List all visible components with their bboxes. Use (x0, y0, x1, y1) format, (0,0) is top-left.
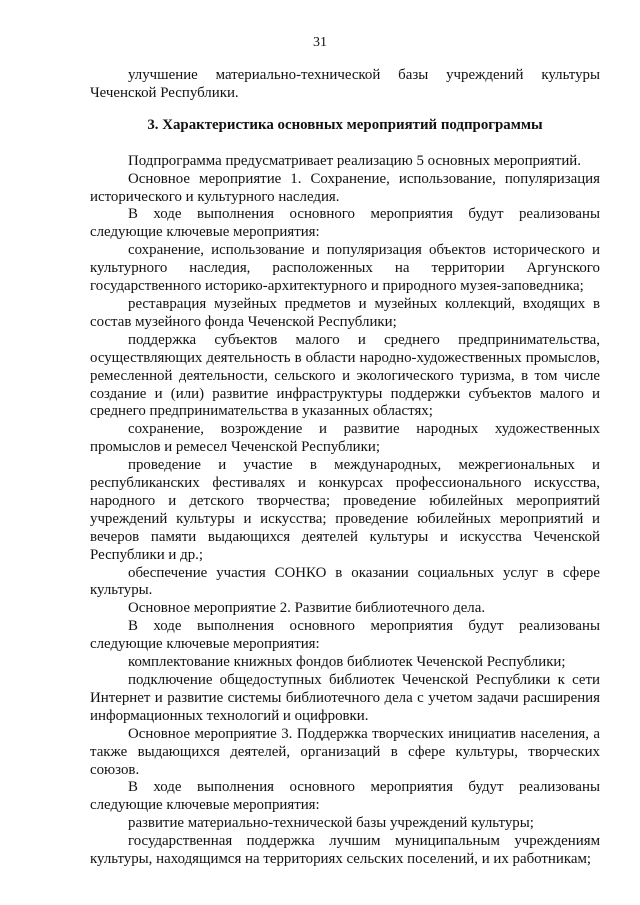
intro-continuation: улучшение материально-технической базы учреждений культуры Чеченской Республики. (90, 67, 600, 101)
paragraph: В ходе выполнения основного мероприятия будут реализованы следующие ключевые мероприятия: (90, 206, 600, 241)
paragraph: Основное мероприятие 1. Сохранение, использование, популяризация исторического и культурного наследия. (90, 170, 600, 205)
paragraph: развитие материально-технической базы учреждений культуры; (128, 815, 534, 832)
section-heading: 3. Характеристика основных мероприятий подпрограммы (147, 116, 543, 133)
paragraph: реставрация музейных предметов и музейных коллекций, входящих в состав музейного фонда Чеченской Республики; (90, 295, 600, 330)
paragraph: проведение и участие в международных, межрегиональных и республиканских фестивалях и конкурсах профессионального искусства, народного и детского творчества; проведение юбилейных мероприятий учреждений культуры и искусства; проведение юбилейных мероприятий и вечеров памяти выдающихся деятелей культуры и искусства Чеченской Республики и др.; (90, 457, 600, 563)
document-body (90, 67, 600, 869)
page-number: 31 (313, 35, 327, 50)
paragraph: сохранение, возрождение и развитие народных художественных промыслов и ремесел Чеченской Республики; (90, 421, 600, 456)
paragraph: Основное мероприятие 3. Поддержка творческих инициатив населения, а также выдающихся деятелей, организаций в сфере культуры, творческих союзов. (90, 725, 600, 778)
paragraph: комплектование книжных фондов библиотек Чеченской Республики; (128, 654, 566, 671)
paragraph: В ходе выполнения основного мероприятия будут реализованы следующие ключевые мероприятия: (90, 618, 600, 653)
paragraph: поддержка субъектов малого и среднего предпринимательства, осуществляющих деятельность в области народно-художественных промыслов, ремесленной деятельности, сельского и экологического туризма, в том числе создание и (или) развитие инфраструктуры поддержки субъектов малого и среднего предпринимательства в указанных областях; (90, 331, 600, 420)
paragraph: государственная поддержка лучшим муниципальным учреждениям культуры, находящимся на территориях сельских поселений, и их работникам; (90, 833, 600, 868)
paragraph: Основное мероприятие 2. Развитие библиотечного дела. (128, 600, 486, 617)
paragraph: В ходе выполнения основного мероприятия будут реализованы следующие ключевые мероприятия: (90, 779, 600, 814)
paragraph: сохранение, использование и популяризация объектов исторического и культурного наследия, расположенных на территории Аргунского государственного историко-архитектурного и природного музея-заповедника; (90, 242, 600, 295)
paragraph: Подпрограмма предусматривает реализацию 5 основных мероприятий. (128, 152, 581, 169)
paragraph: подключение общедоступных библиотек Чеченской Республики к сети Интернет и развитие системы библиотечного дела с учетом задачи расширения информационных технологий и оцифровки. (90, 672, 600, 724)
paragraph: обеспечение участия СОНКО в оказании социальных услуг в сфере культуры. (90, 564, 600, 599)
